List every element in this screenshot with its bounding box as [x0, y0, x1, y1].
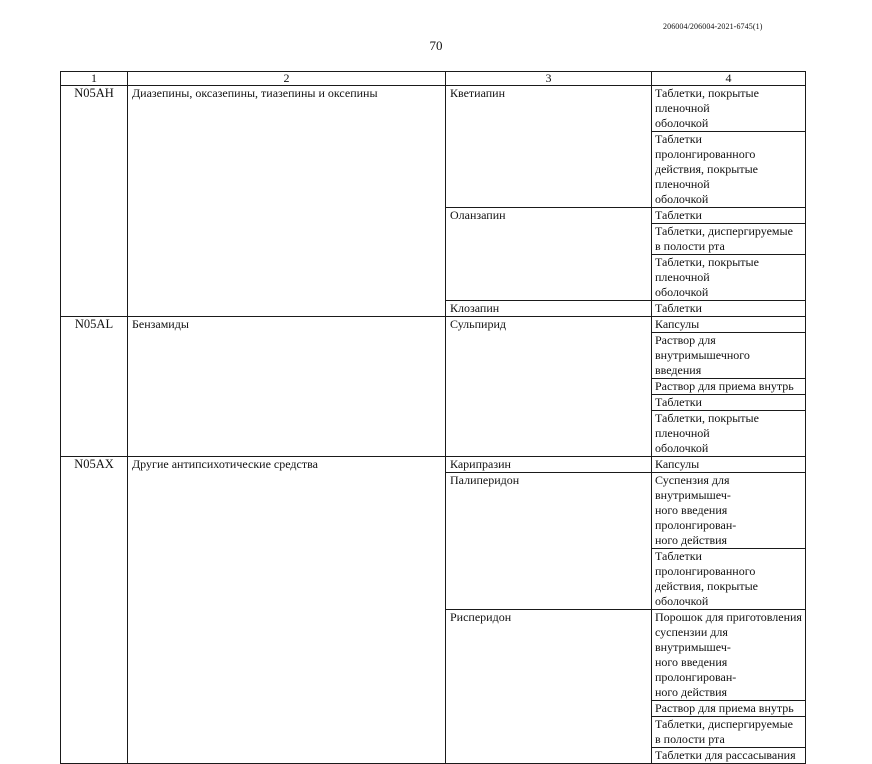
table-row: [61, 457, 806, 473]
dosage-form-cell: Таблетки пролонгированного действия, покрытые оболочкой: [652, 549, 806, 610]
medication-table: [60, 71, 806, 764]
atc-code-cell: N05AH: [61, 86, 128, 317]
dosage-form-cell: Таблетки, покрытые пленочной оболочкой: [652, 86, 806, 132]
drug-name-cell: Оланзапин: [446, 208, 652, 301]
drug-name-cell: Рисперидон: [446, 610, 652, 764]
dosage-form-cell: Раствор для внутримышечного введения: [652, 333, 806, 379]
dosage-form-cell: Таблетки, покрытые пленочной оболочкой: [652, 255, 806, 301]
dosage-form-cell: Таблетки: [652, 301, 806, 317]
column-header: 4: [652, 72, 806, 86]
page-number: 70: [429, 38, 443, 53]
document-id: 206004/206004-2021-6745(1): [663, 22, 763, 31]
dosage-form-cell: Капсулы: [652, 457, 806, 473]
drug-name-cell: Карипразин: [446, 457, 652, 473]
drug-name-cell: Сульпирид: [446, 317, 652, 457]
table-row: [61, 317, 806, 333]
drug-name-cell: Кветиапин: [446, 86, 652, 208]
dosage-form-cell: Таблетки, диспергируемые в полости рта: [652, 224, 806, 255]
dosage-form-cell: Таблетки: [652, 208, 806, 224]
group-name-cell: Диазепины, оксазепины, тиазепины и оксепины: [128, 86, 446, 317]
table-row: [61, 86, 806, 132]
drug-name-cell: Клозапин: [446, 301, 652, 317]
dosage-form-cell: Таблетки пролонгированного действия, покрытые пленочной оболочкой: [652, 132, 806, 208]
dosage-form-cell: Суспензия для внутримышеч- ного введения пролонгирован- ного действия: [652, 473, 806, 549]
dosage-form-cell: Таблетки, диспергируемые в полости рта: [652, 717, 806, 748]
drug-name-cell: Палиперидон: [446, 473, 652, 610]
atc-code-cell: N05AL: [61, 317, 128, 457]
column-header: 1: [61, 72, 128, 86]
dosage-form-cell: Порошок для приготовления суспензии для внутримышеч- ного введения пролонгирован- ного действия: [652, 610, 806, 701]
table-header-row: [61, 72, 806, 86]
dosage-form-cell: Таблетки для рассасывания: [652, 748, 806, 764]
column-header: 2: [128, 72, 446, 86]
dosage-form-cell: Раствор для приема внутрь: [652, 379, 806, 395]
dosage-form-cell: Капсулы: [652, 317, 806, 333]
atc-code-cell: N05AX: [61, 457, 128, 764]
group-name-cell: Бензамиды: [128, 317, 446, 457]
dosage-form-cell: Таблетки: [652, 395, 806, 411]
group-name-cell: Другие антипсихотические средства: [128, 457, 446, 764]
column-header: 3: [446, 72, 652, 86]
dosage-form-cell: Таблетки, покрытые пленочной оболочкой: [652, 411, 806, 457]
dosage-form-cell: Раствор для приема внутрь: [652, 701, 806, 717]
